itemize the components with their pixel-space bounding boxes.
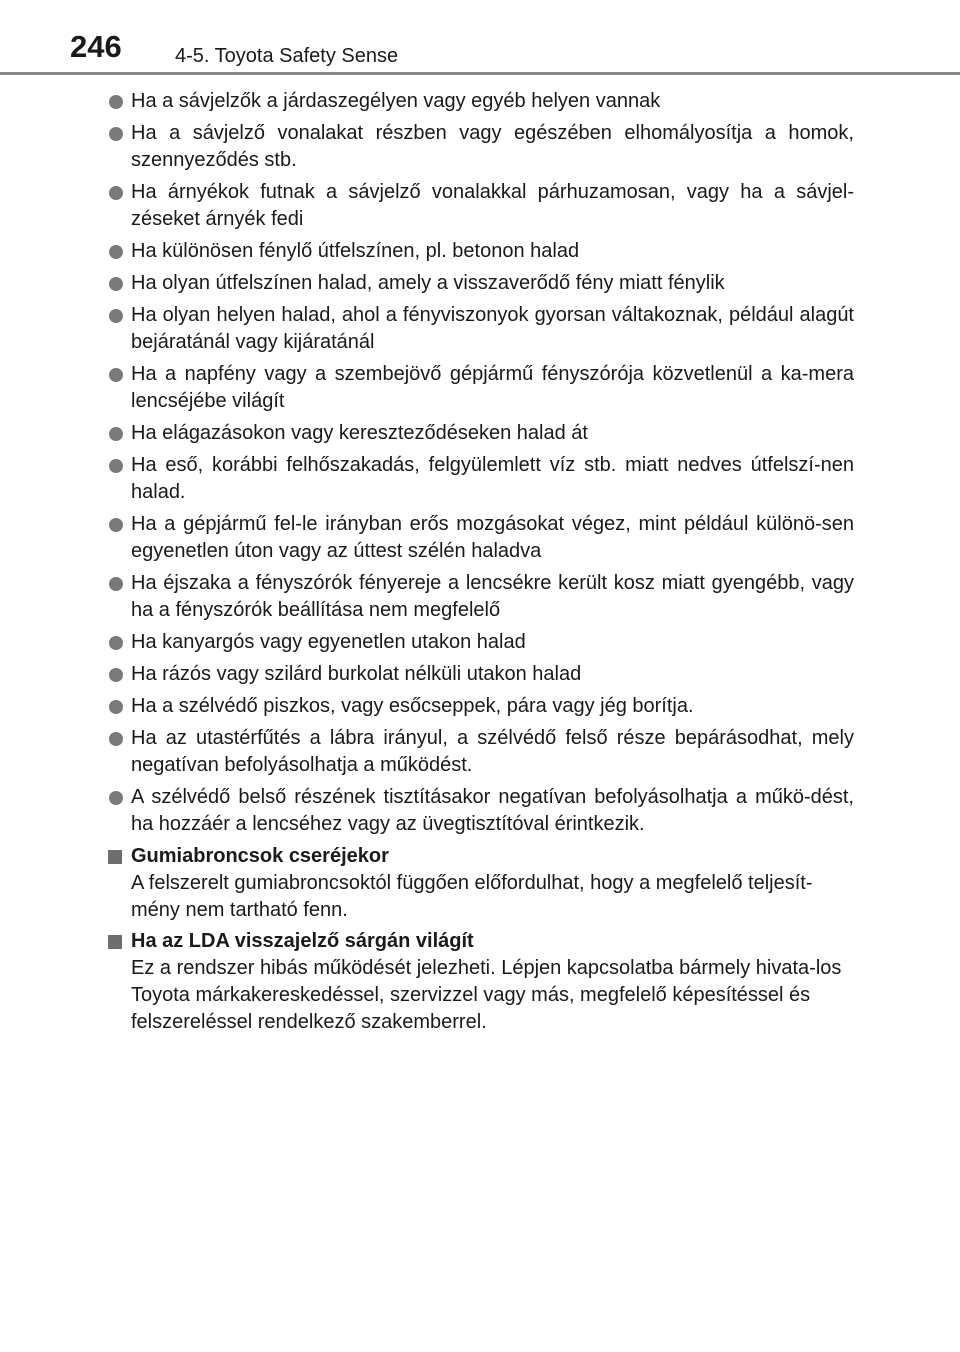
page-header [0, 0, 960, 78]
bullet-dot-icon [109, 518, 123, 532]
section-lda-indicator [106, 928, 854, 1036]
bullet-dot-icon [109, 309, 123, 323]
list-item [106, 452, 854, 506]
list-item [106, 88, 854, 115]
list-item-text: Ha éjszaka a fényszórók fényereje a lencsékre került kosz miatt gyengébb, vagy ha a fényszórók beállítása nem megfelelő [131, 572, 854, 621]
list-item-text: Ha a sávjelzők a járdaszegélyen vagy egyéb helyen vannak [131, 90, 661, 112]
list-item-text: Ha rázós vagy szilárd burkolat nélküli utakon halad [131, 663, 582, 685]
list-item [106, 693, 854, 720]
list-item [106, 120, 854, 174]
bullet-dot-icon [109, 427, 123, 441]
bullet-dot-icon [109, 668, 123, 682]
list-item-text: Ha olyan helyen halad, ahol a fényviszonyok gyorsan váltakoznak, például alagút bejáratánál vagy kijáratánál [131, 304, 854, 353]
header-divider [0, 72, 960, 75]
bullet-dot-icon [109, 636, 123, 650]
list-item-text: Ha különösen fénylő útfelszínen, pl. betonon halad [131, 240, 580, 262]
list-item-text: Ha a szélvédő piszkos, vagy esőcseppek, pára vagy jég borítja. [131, 695, 694, 717]
bullet-dot-icon [109, 245, 123, 259]
page-content [106, 88, 854, 1040]
bullet-dot-icon [109, 277, 123, 291]
bullet-dot-icon [109, 732, 123, 746]
section-body: Ez a rendszer hibás működését jelezheti. Lépjen kapcsolatba bármely hivata-los Toyota márkakereskedéssel, szervizzel vagy más, megfelelő képesítéssel és felszereléssel rendelkező szakemberrel. [131, 957, 842, 1033]
list-item [106, 570, 854, 624]
bullet-dot-icon [109, 95, 123, 109]
page-number: 246 [70, 29, 122, 64]
list-item-text: Ha az utastérfűtés a lábra irányul, a szélvédő felső része bepárásodhat, mely negatívan befolyásolhatja a működést. [131, 727, 854, 776]
section-body: A felszerelt gumiabroncsoktól függően előfordulhat, hogy a megfelelő teljesít-mény nem tartható fenn. [131, 872, 813, 921]
bullet-dot-icon [109, 791, 123, 805]
list-item [106, 270, 854, 297]
section-heading: Ha az LDA visszajelző sárgán világít [131, 930, 474, 952]
section-heading: Gumiabroncsok cseréjekor [131, 845, 389, 867]
list-item-text: Ha a napfény vagy a szembejövő gépjármű fényszórója közvetlenül a ka-mera lencséjébe világít [131, 363, 854, 412]
list-item-text: Ha kanyargós vagy egyenetlen utakon halad [131, 631, 526, 653]
list-item-text: Ha olyan útfelszínen halad, amely a visszaverődő fény miatt fénylik [131, 272, 725, 294]
condition-list [106, 88, 854, 838]
list-item [106, 361, 854, 415]
list-item [106, 238, 854, 265]
bullet-dot-icon [109, 368, 123, 382]
list-item [106, 629, 854, 656]
section-square-icon [108, 935, 122, 949]
bullet-dot-icon [109, 459, 123, 473]
list-item-text: A szélvédő belső részének tisztításakor negatívan befolyásolhatja a műkö-dést, ha hozzáér a lencséhez vagy az üvegtisztítóval érintkezik. [131, 786, 854, 835]
list-item-text: Ha árnyékok futnak a sávjelző vonalakkal párhuzamosan, vagy ha a sávjel-zéseket árnyék fedi [131, 181, 854, 230]
bullet-dot-icon [109, 700, 123, 714]
list-item [106, 302, 854, 356]
list-item-text: Ha eső, korábbi felhőszakadás, felgyülemlett víz stb. miatt nedves útfelszí-nen halad. [131, 454, 854, 503]
list-item [106, 784, 854, 838]
list-item [106, 661, 854, 688]
list-item [106, 511, 854, 565]
section-title: 4-5. Toyota Safety Sense [175, 45, 399, 67]
list-item-text: Ha elágazásokon vagy kereszteződéseken halad át [131, 422, 588, 444]
list-item [106, 179, 854, 233]
bullet-dot-icon [109, 186, 123, 200]
bullet-dot-icon [109, 577, 123, 591]
section-tire-replacement [106, 843, 854, 924]
list-item-text: Ha a sávjelző vonalakat részben vagy egészében elhomályosítja a homok, szennyeződés stb. [131, 122, 854, 171]
list-item [106, 420, 854, 447]
section-square-icon [108, 850, 122, 864]
bullet-dot-icon [109, 127, 123, 141]
list-item [106, 725, 854, 779]
list-item-text: Ha a gépjármű fel-le irányban erős mozgásokat végez, mint például különö-sen egyenetlen úton vagy az úttest szélén haladva [131, 513, 854, 562]
